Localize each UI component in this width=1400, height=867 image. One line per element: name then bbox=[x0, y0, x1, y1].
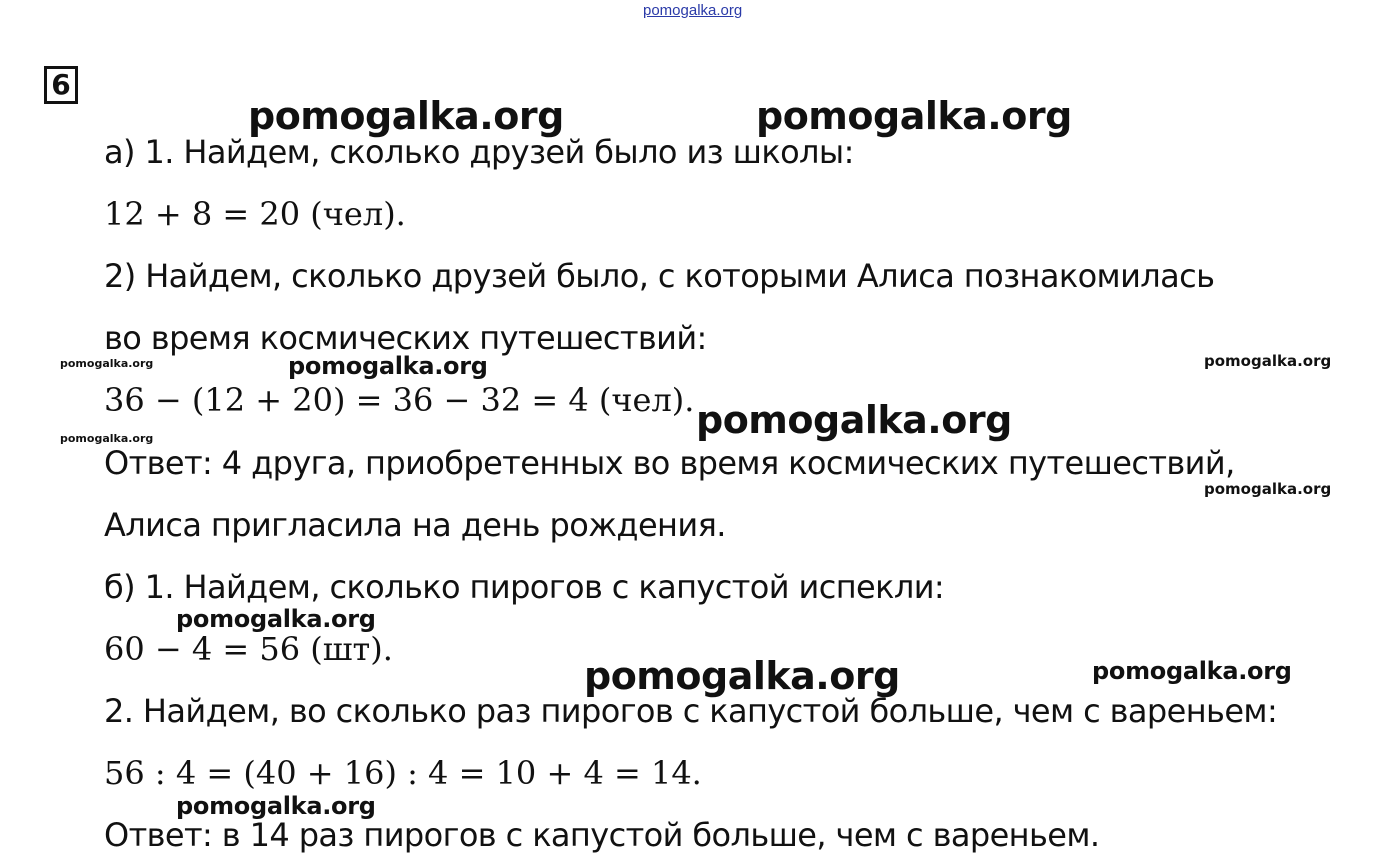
solution-line: 12 + 8 = 20 (чел). bbox=[104, 195, 406, 233]
watermark: pomogalka.org bbox=[1092, 657, 1292, 685]
solution-line: Ответ: 4 друга, приобретенных во время космических путешествий, bbox=[104, 444, 1235, 482]
solution-line: 2) Найдем, сколько друзей было, с которыми Алиса познакомилась bbox=[104, 257, 1215, 295]
solution-line: 36 − (12 + 20) = 36 − 32 = 4 (чел). bbox=[104, 381, 695, 419]
task-number-box: 6 bbox=[44, 66, 78, 104]
solution-line: Ответ: в 14 раз пирогов с капустой больше, чем с вареньем. bbox=[104, 816, 1100, 854]
watermark: pomogalka.org bbox=[176, 605, 376, 633]
solution-line: 2. Найдем, во сколько раз пирогов с капустой больше, чем с вареньем: bbox=[104, 692, 1278, 730]
watermark: pomogalka.org bbox=[288, 352, 488, 380]
watermark: pomogalka.org bbox=[756, 94, 1072, 138]
solution-line: 56 : 4 = (40 + 16) : 4 = 10 + 4 = 14. bbox=[104, 754, 702, 792]
watermark: pomogalka.org bbox=[248, 94, 564, 138]
watermark: pomogalka.org bbox=[60, 432, 154, 445]
solution-line: во время космических путешествий: bbox=[104, 319, 707, 357]
watermark: pomogalka.org bbox=[60, 357, 154, 370]
watermark: pomogalka.org bbox=[1204, 352, 1332, 370]
site-link[interactable]: pomogalka.org bbox=[643, 2, 743, 19]
watermark: pomogalka.org bbox=[584, 654, 900, 698]
solution-line: Алиса пригласила на день рождения. bbox=[104, 506, 726, 544]
solution-line: 60 − 4 = 56 (шт). bbox=[104, 630, 393, 668]
watermark: pomogalka.org bbox=[1204, 480, 1332, 498]
watermark: pomogalka.org bbox=[176, 792, 376, 820]
watermark: pomogalka.org bbox=[696, 398, 1012, 442]
solution-line: а) 1. Найдем, сколько друзей было из школы: bbox=[104, 133, 854, 171]
solution-line: б) 1. Найдем, сколько пирогов с капустой испекли: bbox=[104, 568, 945, 606]
